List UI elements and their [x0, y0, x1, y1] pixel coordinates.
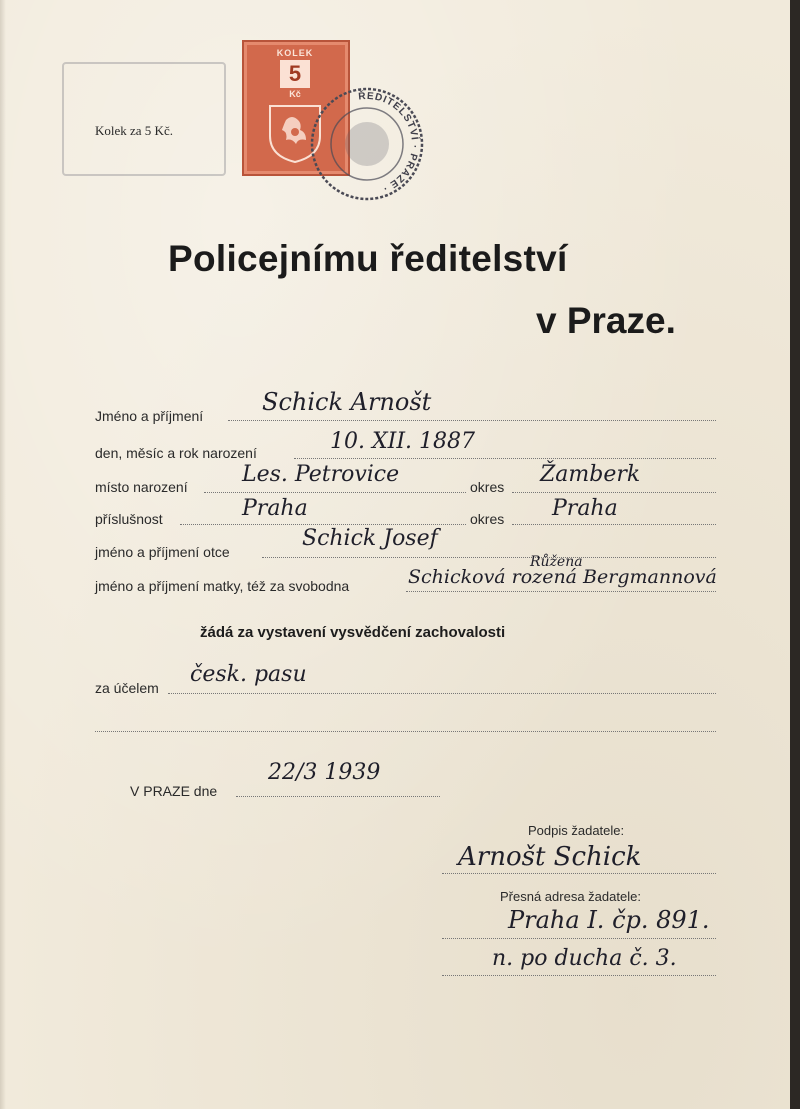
- birth-label: den, měsíc a rok narození: [95, 445, 257, 461]
- address-line-1: [442, 938, 716, 939]
- purpose-label: za účelem: [95, 680, 159, 696]
- round-stamp-text: ŘEDITELSTVÍ · PRAZE ·: [357, 90, 421, 195]
- district1-value: Žamberk: [540, 462, 641, 487]
- address-line2-value: n. po ducha č. 3.: [492, 946, 677, 971]
- father-line: [262, 557, 716, 558]
- father-value: Schick Josef: [302, 526, 438, 551]
- birthplace-value: Les. Petrovice: [242, 462, 400, 487]
- name-value: Schick Arnošt: [262, 388, 432, 416]
- address-line-2: [442, 975, 716, 976]
- title-line1: Policejnímu ředitelství: [168, 238, 568, 279]
- nationality-label: příslušnost: [95, 511, 163, 527]
- revenue-stamp-unit: Kč: [289, 89, 301, 99]
- father-label: jméno a příjmení otce: [95, 544, 230, 560]
- address-label: Přesná adresa žadatele:: [500, 889, 641, 904]
- signature-line: [442, 873, 716, 874]
- revenue-stamp-value: 5: [280, 60, 310, 88]
- purpose-line: [168, 693, 716, 694]
- paper-shadow: [0, 0, 6, 1109]
- name-label: Jméno a příjmení: [95, 408, 204, 424]
- revenue-stamp-header: KOLEK: [276, 48, 314, 58]
- birthplace-label: místo narození: [95, 479, 188, 495]
- mother-value: Schicková rozená Bergmannová: [408, 566, 717, 588]
- round-police-stamp: [308, 85, 426, 203]
- district2-label: okres: [470, 511, 505, 527]
- birth-value: 10. XII. 1887: [330, 429, 475, 454]
- purpose-value: česk. pasu: [190, 662, 307, 687]
- district2-value: Praha: [552, 496, 618, 521]
- mother-label: jméno a příjmení matky, též za svobodna: [95, 578, 350, 594]
- stamp-note: Kolek za 5 Kč.: [95, 123, 173, 138]
- mother-first-name: Růžena: [530, 554, 583, 570]
- district2-line: [512, 524, 716, 525]
- nationality-value: Praha: [242, 496, 308, 521]
- district1-label: okres: [470, 479, 505, 495]
- mother-line: [406, 591, 716, 592]
- nationality-line: [180, 524, 466, 525]
- birthplace-line: [204, 492, 466, 493]
- signature-value: Arnošt Schick: [458, 842, 642, 872]
- address-line1-value: Praha I. čp. 891.: [508, 906, 710, 934]
- title-line2: v Praze.: [536, 300, 676, 341]
- request-text: žádá za vystavení vysvědčení zachovalosti: [200, 624, 506, 641]
- purpose-line-2: [95, 731, 716, 732]
- birth-line: [294, 458, 716, 459]
- faded-office-stamp: [62, 62, 226, 176]
- name-line: [228, 420, 716, 421]
- date-line: [236, 796, 440, 797]
- date-label: V PRAZE dne: [130, 783, 218, 799]
- date-value: 22/3 1939: [268, 760, 381, 785]
- district1-line: [512, 492, 716, 493]
- signature-label: Podpis žadatele:: [528, 823, 625, 838]
- scan-edge: [790, 0, 800, 1109]
